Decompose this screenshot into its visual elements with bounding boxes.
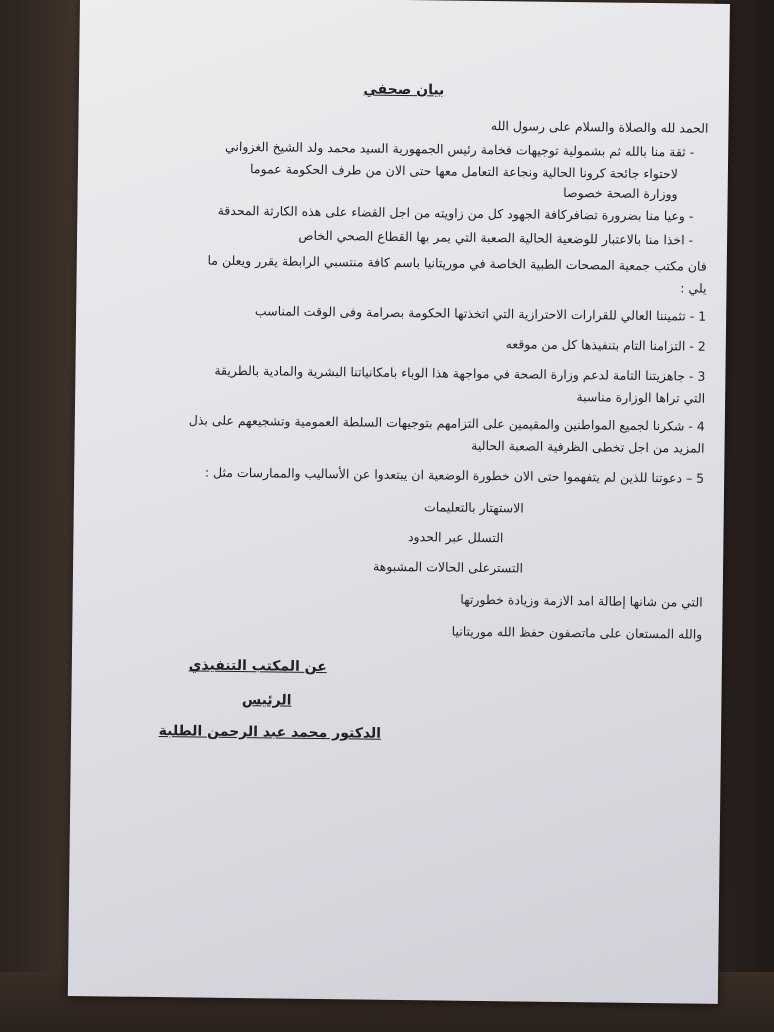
- point-3-line-1: 3 - جاهزيتنا التامة لدعم وزارة الصحة في مواجهة هذا الوباء بامكانياتنا البشرية والمادية بالطريقة: [214, 362, 706, 384]
- point-3-line-2: التي تراها الوزارة مناسبة: [576, 389, 706, 406]
- bullet-3: - اخذا منا بالاعتبار للوضعية الحالية الصعبة التي يمر بها القطاع الصحي الخاص: [107, 224, 693, 249]
- paper-sheet: [68, 0, 730, 1004]
- point-4-line-1: 4 - شكرنا لجميع المواطنين والمقيمين على التزامهم بتوجيهات السلطة العمومية وتشجيعهم على بذل: [188, 412, 705, 434]
- signature-role: الرئيس: [241, 692, 292, 709]
- signature-office: عن المكتب التنفيذي: [188, 657, 327, 676]
- subitem-1: الاستهتار بالتعليمات: [423, 499, 524, 516]
- bullet-2: - وعيا منا بضرورة تضافركافة الجهود كل من زاويته من اجل القضاء على هذه الكارثة المحدقة: [107, 200, 693, 225]
- bullet-1-line-1: - ثقة منا بالله ثم بشمولية توجيهات فخامة رئيس الجمهورية السيد محمد ولد الشيخ الغزواني: [108, 136, 694, 161]
- point-1: 1 - تثميننا العالي للقرارات الاحترازية التي اتخذتها الحكومة بصرامة وفى الوقت المناسب: [254, 303, 707, 324]
- greeting-line: الحمد لله والصلاة والسلام على رسول الله: [490, 118, 709, 136]
- intro-line-1: فان مكتب جمعية المصحات الطبية الخاصة في موريتانيا باسم كافة منتسبي الرابطة يقرر ويعلن ما: [207, 252, 707, 274]
- subitem-3: التسترعلى الحالات المشبوهة: [372, 558, 524, 576]
- closing-line-2: والله المستعان على ماتصفون حفظ الله موريتانيا: [451, 623, 703, 642]
- closing-line-1: التي من شانها إطالة امد الازمة وزيادة خطورتها: [460, 591, 703, 610]
- point-4-line-2: المزيد من اجل تخطى الظرفية الصعبة الحالية: [471, 437, 705, 456]
- point-5: 5 – دعوتنا للذين لم يتفهموا حتى الان خطورة الوضعية ان يبتعدوا عن الأساليب والممارسات مثل :: [204, 464, 705, 486]
- document-title: بيان صحفي: [363, 81, 445, 99]
- bullet-1-line-2: لاحتواء جائحة كرونا الحالية ونجاعة التعامل معها حتى الان من طرف الحكومة عموما: [249, 161, 678, 182]
- subitem-2: التسلل عبر الحدود: [407, 529, 504, 546]
- intro-line-2: يلي :: [680, 280, 707, 296]
- bullet-1-line-3: ووزارة الصحة خصوصا: [563, 184, 678, 202]
- signature-name: الدكتور محمد عبد الرحمن الطلبة: [158, 723, 382, 742]
- press-release-document: [68, 0, 730, 1004]
- point-2: 2 - التزامنا التام بتنفيذها كل من موقعه: [505, 336, 706, 354]
